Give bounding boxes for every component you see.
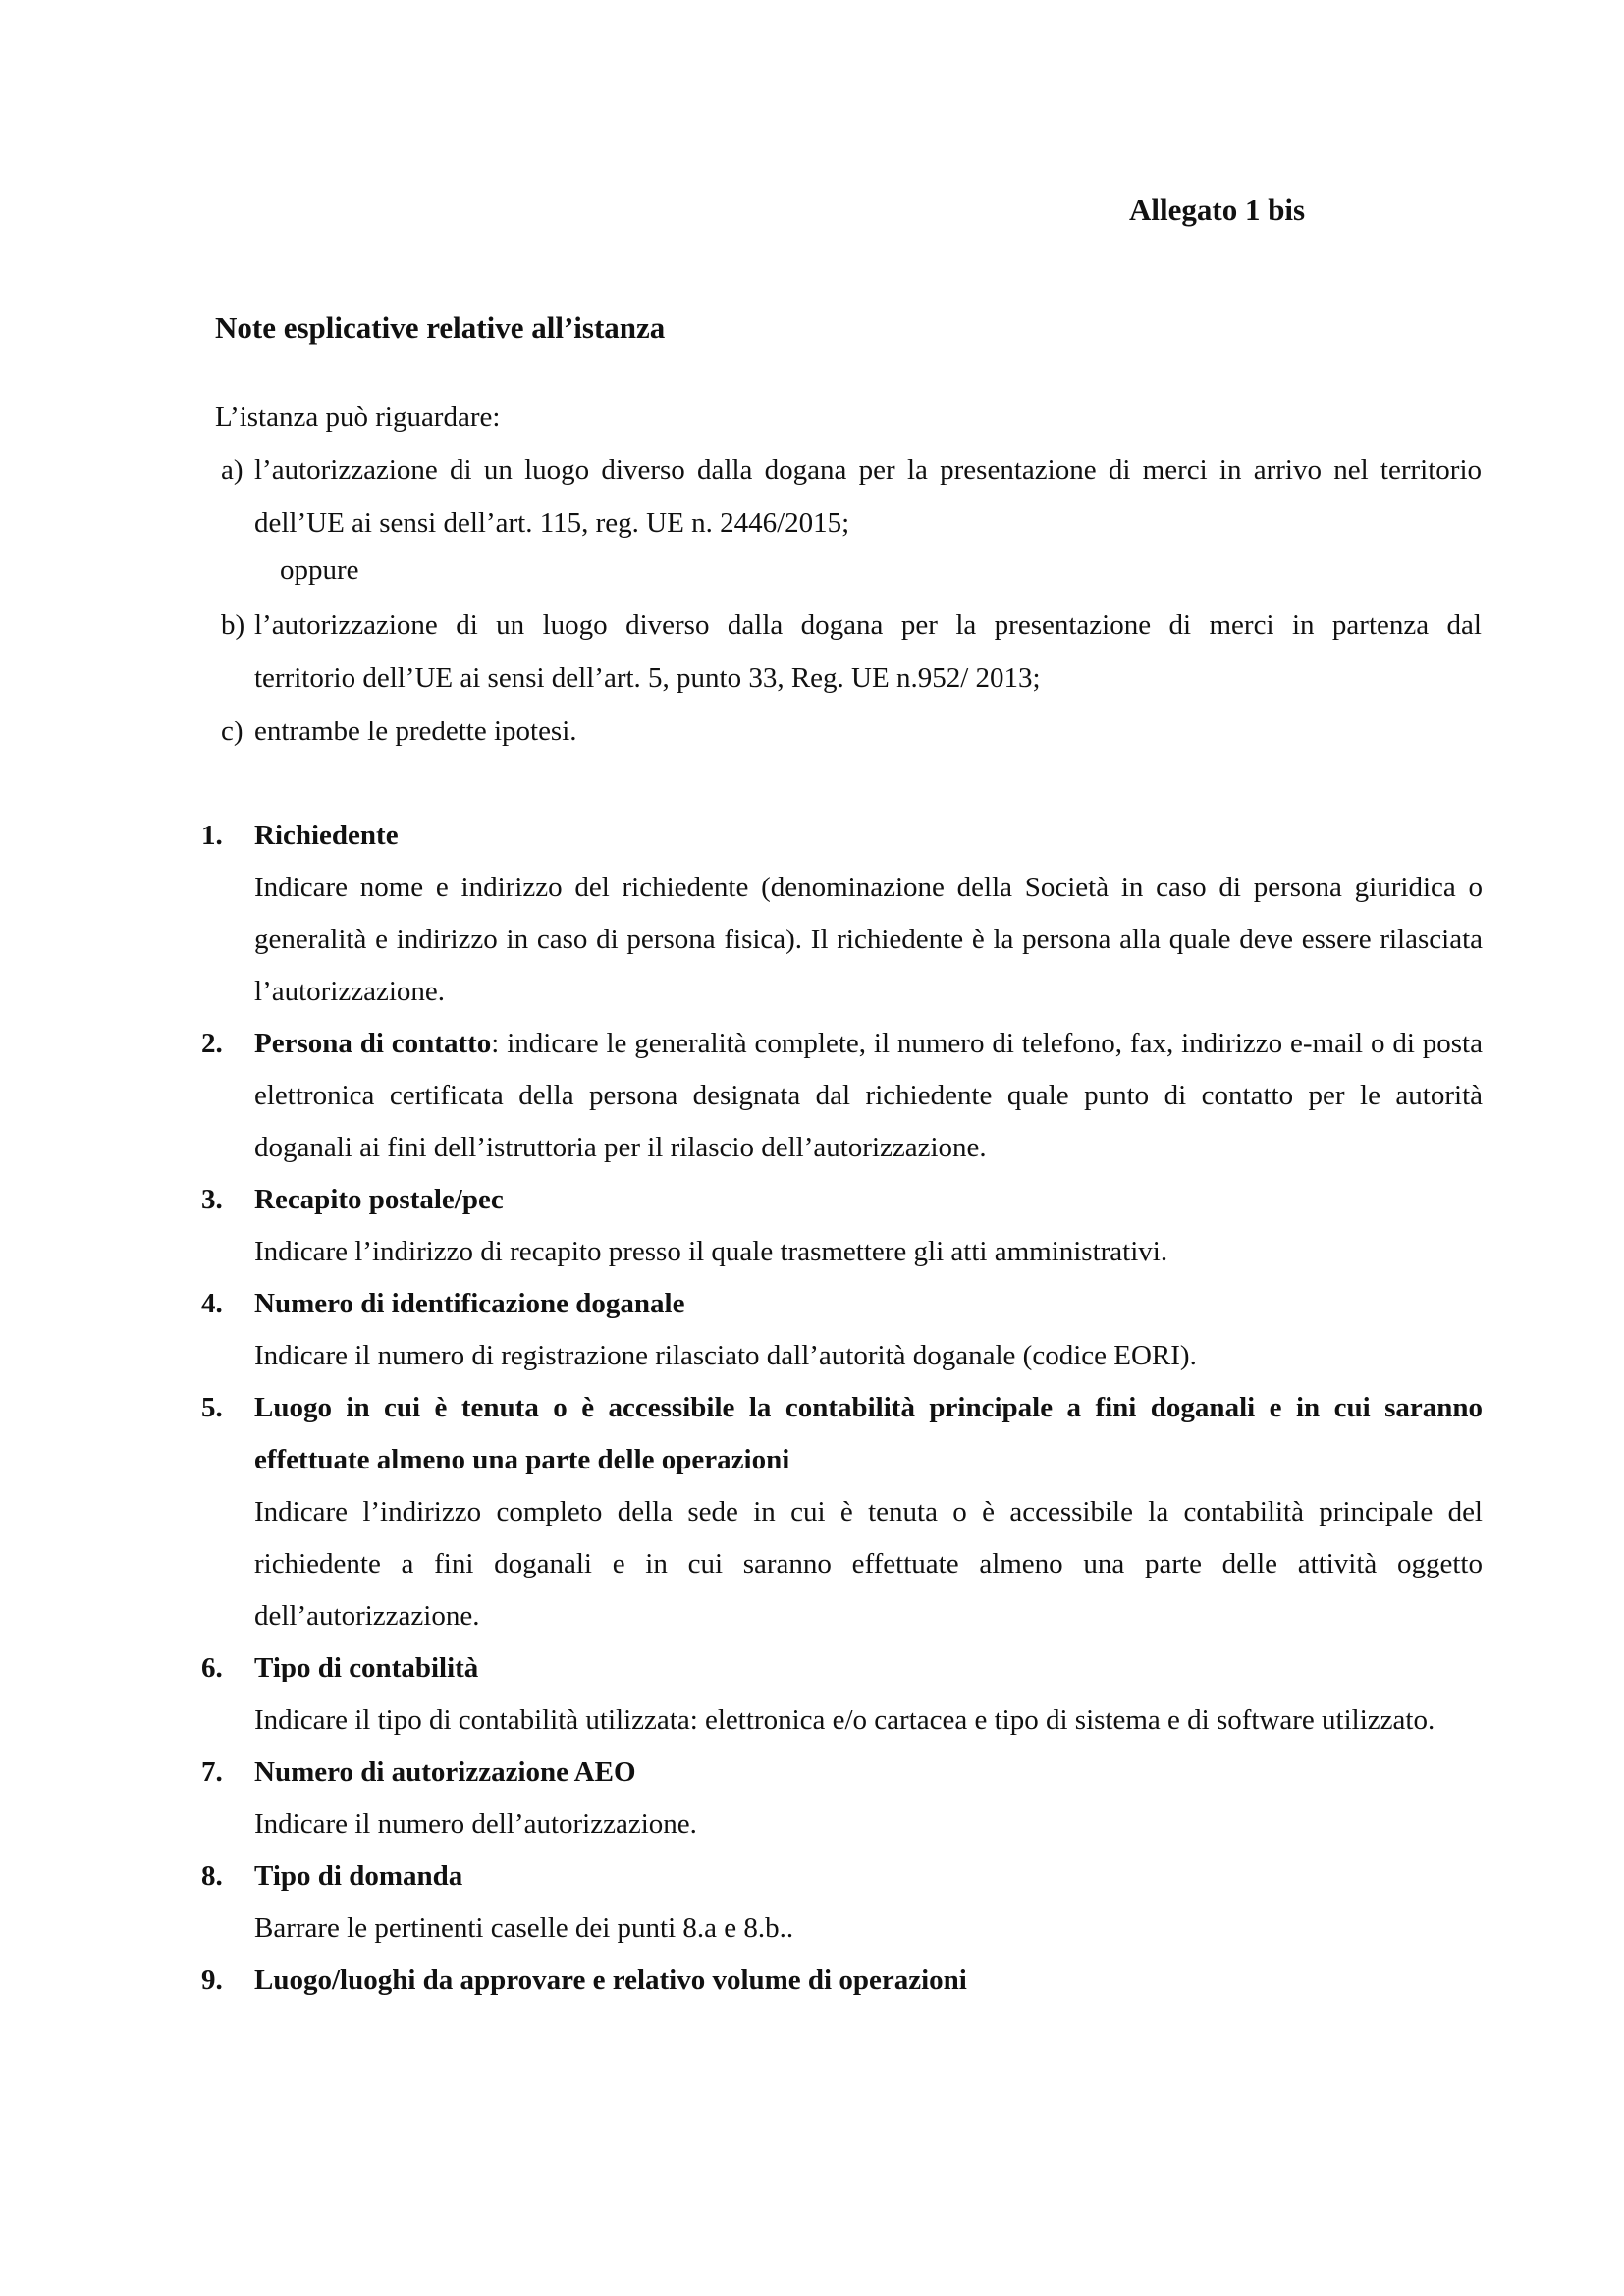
case-text-line-1: entrambe le predette ipotesi. bbox=[254, 716, 577, 747]
item-heading: Recapito postale/pec bbox=[254, 1184, 504, 1215]
case-text-line-2: dell’UE ai sensi dell’art. 115, reg. UE n. 2446/2015; bbox=[254, 507, 850, 539]
annex-label: Allegato 1 bis bbox=[1129, 192, 1306, 227]
case-c bbox=[215, 705, 1482, 758]
item-number: 1. bbox=[201, 820, 223, 851]
item-heading: Numero di autorizzazione AEO bbox=[254, 1756, 636, 1788]
explanatory-notes-list bbox=[201, 810, 1483, 2006]
item-heading: Tipo di contabilità bbox=[254, 1652, 479, 1683]
case-letter: a) bbox=[221, 454, 244, 486]
item-heading: Richiedente bbox=[254, 820, 399, 851]
item-number: 9. bbox=[201, 1964, 223, 1996]
note-item-2 bbox=[201, 1018, 1483, 1174]
case-text-line-2: territorio dell’UE ai sensi dell’art. 5, punto 33, Reg. UE n.952/ 2013; bbox=[254, 663, 1041, 694]
item-number: 4. bbox=[201, 1288, 223, 1319]
item-body: Indicare il tipo di contabilità utilizzata: elettronica e/o cartacea e tipo di sistema e di software utilizzato. bbox=[254, 1704, 1435, 1735]
item-body: Indicare il numero dell’autorizzazione. bbox=[254, 1808, 697, 1840]
intro-text: L’istanza può riguardare: bbox=[215, 401, 501, 433]
item-body: Indicare l’indirizzo completo della sede in cui è tenuta o è accessibile la contabilità principale del richiedente a fini doganali e in cui saranno effettuate almeno una parte delle attività oggetto dell’autorizzazione. bbox=[254, 1496, 1483, 1631]
case-text-line-1: l’autorizzazione di un luogo diverso dalla dogana per la presentazione di merci in arrivo nel territorio bbox=[254, 454, 1482, 486]
item-number: 8. bbox=[201, 1860, 223, 1892]
item-body: Barrare le pertinenti caselle dei punti 8.a e 8.b.. bbox=[254, 1912, 794, 1944]
case-b bbox=[215, 599, 1482, 705]
case-letter: b) bbox=[221, 610, 245, 641]
case-letter: c) bbox=[221, 716, 244, 747]
document-title: Note esplicative relative all’istanza bbox=[215, 310, 666, 345]
item-body: Indicare l’indirizzo di recapito presso il quale trasmettere gli atti amministrativi. bbox=[254, 1236, 1168, 1267]
note-item-1 bbox=[201, 810, 1483, 1018]
item-heading: Numero di identificazione doganale bbox=[254, 1288, 685, 1319]
note-item-4 bbox=[201, 1278, 1483, 1382]
item-number: 7. bbox=[201, 1756, 223, 1788]
item-heading: Luogo/luoghi da approvare e relativo volume di operazioni bbox=[254, 1964, 967, 1996]
item-heading: Persona di contatto bbox=[254, 1028, 492, 1059]
item-number: 5. bbox=[201, 1392, 223, 1423]
item-heading: Tipo di domanda bbox=[254, 1860, 463, 1892]
note-item-8 bbox=[201, 1850, 1483, 1954]
item-number: 2. bbox=[201, 1028, 223, 1059]
item-body: Indicare il numero di registrazione rilasciato dall’autorità doganale (codice EORI). bbox=[254, 1340, 1197, 1371]
item-number: 3. bbox=[201, 1184, 223, 1215]
note-item-5 bbox=[201, 1382, 1483, 1642]
case-a bbox=[215, 444, 1482, 550]
item-body: Indicare nome e indirizzo del richiedente (denominazione della Società in caso di persona giuridica o generalità e indirizzo in caso di persona fisica). Il richiedente è la persona alla quale deve essere rilasciata l’autorizzazione. bbox=[254, 872, 1483, 1007]
oppure-text: oppure bbox=[280, 555, 359, 586]
note-item-3 bbox=[201, 1174, 1483, 1278]
case-text-line-1: l’autorizzazione di un luogo diverso dalla dogana per la presentazione di merci in partenza dal bbox=[254, 610, 1482, 641]
note-item-9 bbox=[201, 1954, 1483, 2006]
note-item-6 bbox=[201, 1642, 1483, 1746]
item-number: 6. bbox=[201, 1652, 223, 1683]
note-item-7 bbox=[201, 1746, 1483, 1850]
item-heading: Luogo in cui è tenuta o è accessibile la contabilità principale a fini doganali e in cui saranno effettuate almeno una parte delle operazioni bbox=[254, 1392, 1483, 1475]
item-body: : indicare le generalità complete, il numero di telefono, fax, indirizzo e-mail o di posta elettronica certificata della persona designata dal richiedente quale punto di contatto per le autorità doganali ai fini dell’istruttoria per il rilascio dell’autorizzazione. bbox=[254, 1028, 1483, 1163]
